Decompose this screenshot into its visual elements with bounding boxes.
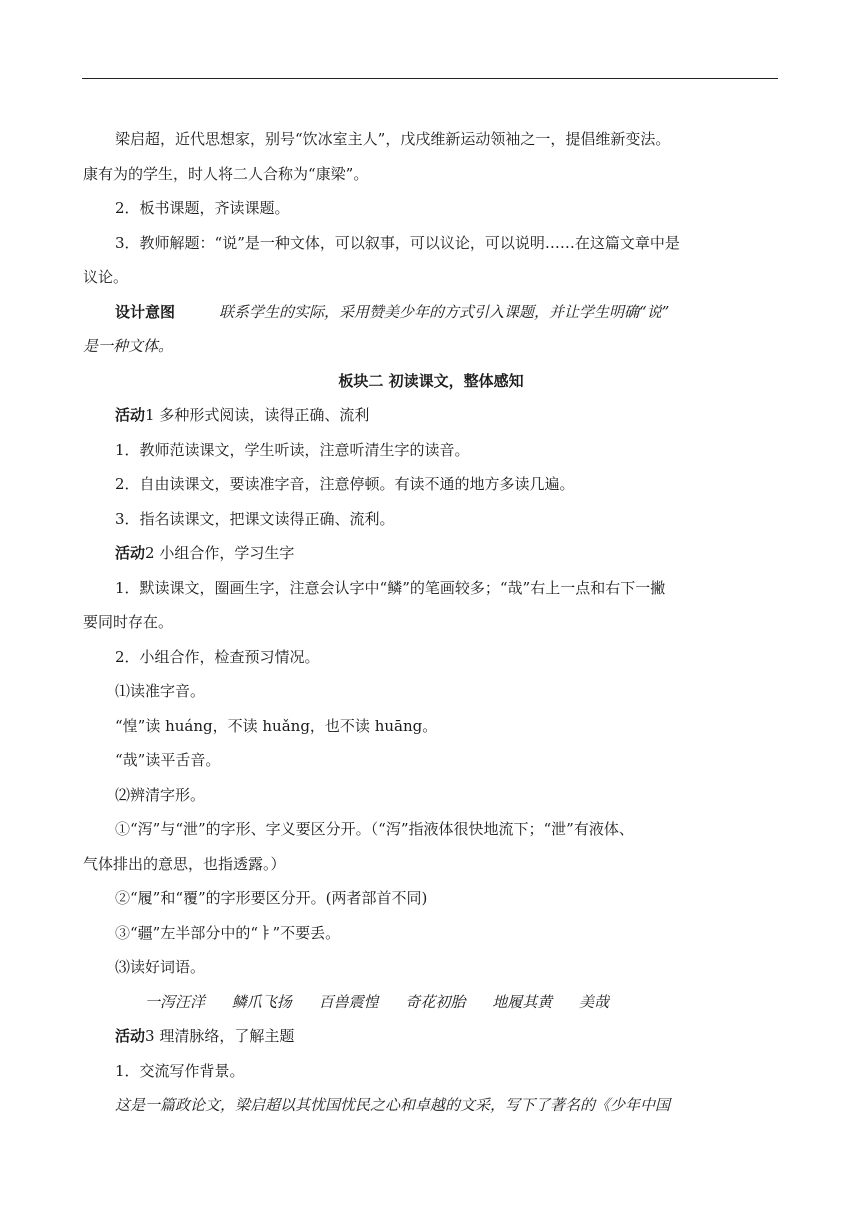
paragraph-line: 议论。 [83,268,129,286]
section-title: 板块二 初读课文，整体感知 [338,371,524,390]
sub-item: ⑴读准字音。 [115,682,206,700]
design-intent-continuation: 是一种文体。 [83,337,174,355]
paragraph-line: 康有为的学生，时人将二人合称为“康梁”。 [83,164,369,183]
activity-label: 活动 [115,406,146,424]
list-item: 1．交流写作背景。 [115,1061,245,1080]
activity-text: 1 多种形式阅读，读得正确、流利 [145,406,370,424]
list-item: 2．自由读课文，要读准字音，注意停顿。有读不通的地方多读几遍。 [115,475,575,493]
design-intent-text: 联系学生的实际，采用赞美少年的方式引入课题，并让学生明确“说” [219,302,670,321]
list-item-continuation: 要同时存在。 [83,613,174,631]
vocabulary-word: 美哉 [578,992,609,1011]
glyph-note: ③“疆”左半部分中的“ㅑ”不要丢。 [115,923,341,942]
activity-label: 活动 [115,544,146,562]
vocabulary-word: 一泻汪洋 [145,992,206,1011]
sub-item: ⑶读好词语。 [115,958,206,976]
activity-heading [83,1019,779,1054]
activity-label: 活动 [115,1027,146,1045]
activity-text: 2 小组合作，学习生字 [145,544,295,562]
list-item: 3．指名读课文，把课文读得正确、流利。 [115,509,395,528]
paragraph-line: 梁启超，近代思想家，别号“饮冰室主人”，戊戌维新运动领袖之一，提倡维新变法。 [115,130,671,148]
vocabulary-word: 奇花初胎 [405,992,466,1011]
activity-heading [83,536,779,571]
list-item: 1．教师范读课文，学生听读，注意听清生字的读音。 [115,440,470,459]
activity-text: 3 理清脉络，了解主题 [145,1027,295,1045]
background-paragraph: 这是一篇政论文，梁启超以其忧国忧民之心和卓越的文采，写下了著名的《少年中国 [115,1096,671,1114]
glyph-note: ②“履”和“覆”的字形要区分开。(两者部首不同) [115,889,428,907]
pronunciation-note: “哉”读平舌音。 [115,751,221,769]
paragraph-line: 3．教师解题：“说”是一种文体，可以叙事，可以议论，可以说明……在这篇文章中是 [115,233,680,252]
design-intent [83,295,779,330]
design-intent-label: 设计意图 [115,302,176,321]
glyph-note-continuation: 气体排出的意思，也指透露。） [83,854,286,873]
sub-item: ⑵辨清字形。 [115,785,206,804]
vocabulary-word: 地履其黄 [492,992,553,1011]
vocabulary-words [83,985,779,1020]
list-item: 1．默读课文，圈画生字，注意会认字中“鳞”的笔画较多；“哉”右上一点和右下一撇 [115,578,666,597]
list-item: 2．小组合作，检查预习情况。 [115,647,320,666]
header-rule [82,78,778,79]
pronunciation-note: “惶”读 huáng，不读 huǎng，也不读 huāng。 [115,716,438,735]
activity-heading [83,398,779,433]
document-body [83,122,779,1123]
vocabulary-word: 鳞爪飞扬 [231,992,292,1011]
paragraph-line: 2．板书课题，齐读课题。 [115,199,290,217]
vocabulary-word: 百兽震惶 [318,992,379,1011]
glyph-note: ①“泻”与“泄”的字形、字义要区分开。（“泻”指液体很快地流下；“泄”有液体、 [115,820,634,838]
